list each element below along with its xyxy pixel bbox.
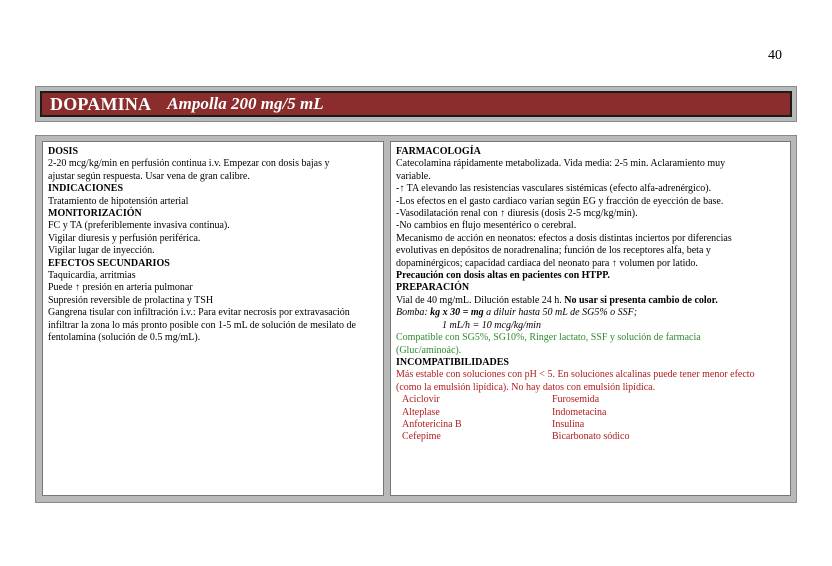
text-line: infiltrar la zona lo más pronto posible con 1-5 mL de solución de mesilato de (48, 319, 356, 331)
incompatible-drug: Insulina (552, 418, 585, 430)
text-line: FC y TA (preferiblemente invasiva continua). (48, 220, 230, 232)
text-line: fentolamina (solución de 0.5 mg/mL). (48, 332, 201, 344)
drug-header-inner (40, 91, 792, 117)
text-line: Puede ↑ presión en arteria pulmonar (48, 282, 193, 294)
section-heading-preparacion: PREPARACIÓN (396, 282, 470, 294)
compatibility-line: Compatible con SG5%, SG10%, Ringer lactato, SSF y solución de farmacia (396, 332, 701, 344)
drug-header-banner (35, 86, 797, 122)
text-line: dopaminérgicos; capacidad cardiaca del neonato para ↑ volumen por latido. (396, 257, 698, 269)
text-line: Catecolamina rápidamente metabolizada. Vida media: 2-5 min. Aclaramiento muy (396, 158, 726, 170)
text-line: ajustar según respuesta. Usar vena de gran calibre. (48, 170, 250, 182)
pump-label: Bomba: (396, 307, 431, 319)
preparation-line (396, 295, 785, 307)
pump-dilution: a diluir hasta 50 mL de SG5% o SSF; (483, 307, 638, 319)
color-warning: No usar si presenta cambio de color. (564, 294, 718, 306)
section-heading-incompatibilidades: INCOMPATIBILIDADES (396, 356, 509, 368)
text-line: Vigilar diuresis y perfusión periférica. (48, 232, 201, 244)
incompatible-drug: Indometacina (552, 406, 607, 418)
text-line: Gangrena tisular con infiltración i.v.: Para evitar necrosis por extravasación (48, 307, 350, 319)
text-line: -No cambios en flujo mesentérico o cerebral. (396, 220, 577, 232)
incompatible-drug: Aciclovir (402, 394, 440, 406)
text-line: Taquicardia, arritmias (48, 270, 136, 282)
pump-rate-line: 1 mL/h = 10 mcg/kg/min (442, 319, 541, 331)
section-heading-efectos: EFECTOS SECUNDARIOS (48, 257, 170, 269)
incompatible-drug: Anfotericina B (402, 418, 462, 430)
section-heading-indicaciones: INDICACIONES (48, 183, 124, 195)
left-column (42, 141, 384, 496)
section-heading-farmacologia: FARMACOLOGÍA (396, 146, 481, 157)
section-heading-monitorizacion: MONITORIZACIÓN (48, 208, 142, 220)
vial-info: Vial de 40 mg/mL. Dilución estable 24 h. (396, 294, 565, 306)
right-column (390, 141, 791, 496)
incompatible-drug: Cefepime (402, 431, 441, 443)
text-line: -↑ TA elevando las resistencias vasculares sistémicas (efecto alfa-adrenérgico). (396, 183, 712, 195)
incompatible-drug: Furosemida (552, 394, 600, 406)
text-line: evolutivas en depósitos de noradrenalina; función de los receptores alfa, beta y (396, 245, 711, 257)
incompatible-drug: Alteplase (402, 406, 440, 418)
drug-presentation: Ampolla 200 mg/5 mL (167, 94, 324, 113)
monograph-content (35, 135, 797, 503)
text-line: Tratamiento de hipotensión arterial (48, 195, 189, 207)
page-number: 40 (768, 48, 782, 63)
pump-formula: kg x 30 = mg (430, 307, 484, 319)
incompatibility-note: Más estable con soluciones con pH < 5. En soluciones alcalinas puede tener menor efecto (396, 369, 755, 381)
incompatible-drugs-list (396, 394, 785, 444)
drug-name: DOPAMINA (50, 93, 152, 114)
pump-formula-line (396, 307, 785, 319)
text-line: Supresión reversible de prolactina y TSH (48, 294, 214, 306)
text-line: 2-20 mcg/kg/min en perfusión continua i.v. Empezar con dosis bajas y (48, 158, 330, 170)
text-line: -Vasodilatación renal con ↑ diuresis (dosis 2-5 mcg/kg/min). (396, 208, 638, 220)
text-line: variable. (396, 170, 431, 182)
text-line: -Los efectos en el gasto cardiaco varían según EG y fracción de eyección de base. (396, 195, 724, 207)
section-heading-dosis: DOSIS (48, 146, 79, 157)
precaution-note: Precaución con dosis altas en pacientes con HTPP. (396, 270, 610, 282)
incompatibility-note: (como la emulsión lipídica). No hay datos con emulsión lipídica. (396, 381, 656, 393)
compatibility-line: (Gluc/aminoác). (396, 344, 462, 356)
text-line: Mecanismo de acción en neonatos: efectos a dosis distintas inciertos por diferencias (396, 232, 732, 244)
text-line: Vigilar lugar de inyección. (48, 245, 155, 257)
incompatible-drug: Bicarbonato sódico (552, 431, 630, 443)
